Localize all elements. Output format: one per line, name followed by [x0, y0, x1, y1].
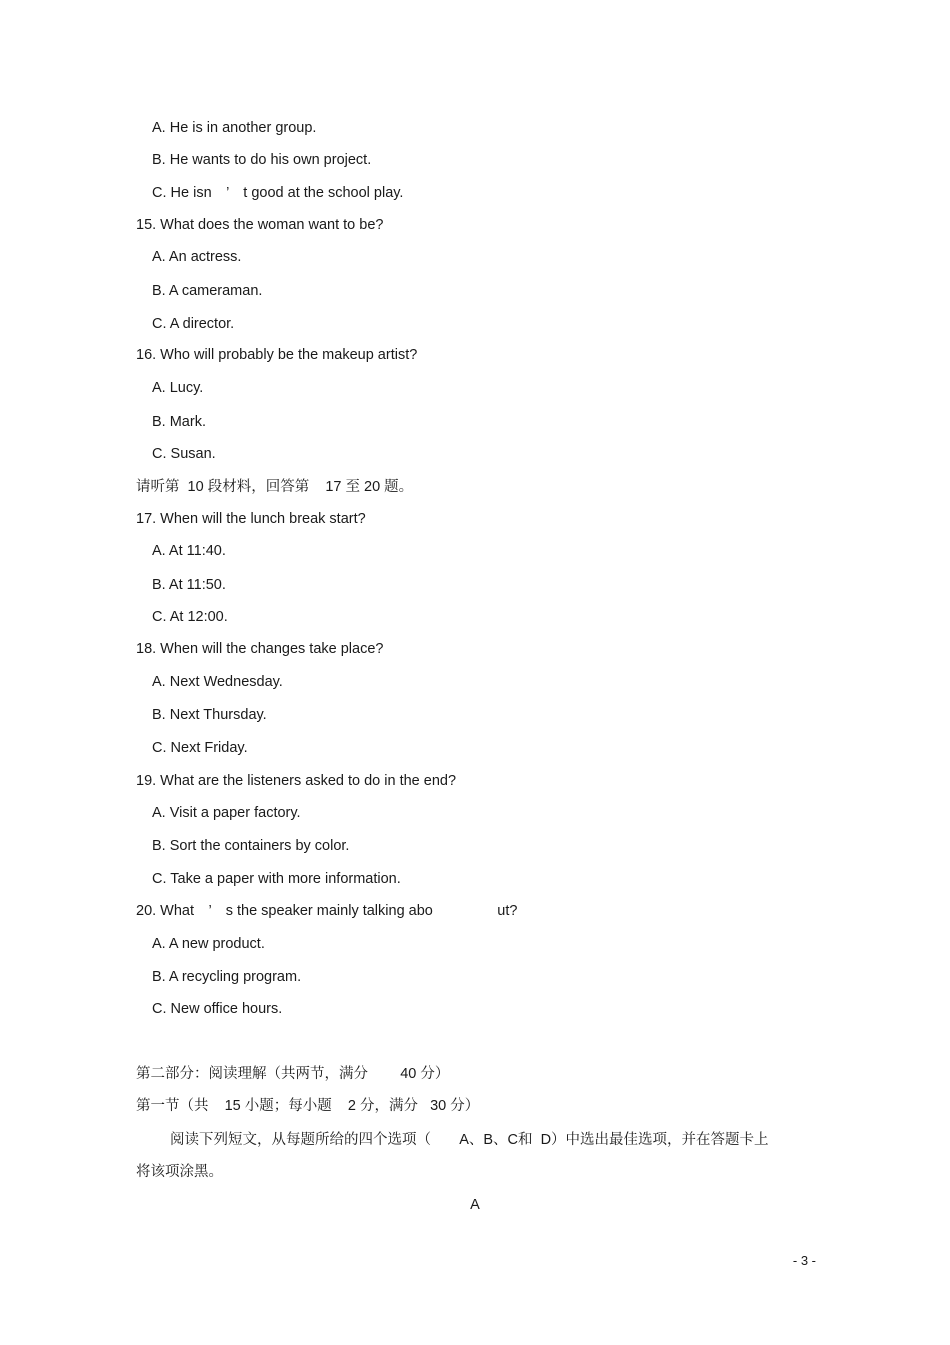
q19-option-a: A. Visit a paper factory.: [152, 805, 301, 821]
q18-option-c: C. Next Friday.: [152, 740, 248, 756]
q16-option-c: C. Susan.: [152, 446, 216, 462]
section1-heading: 第一节（共 15 小题；每小题 2 分，满分 30 分）: [136, 1098, 480, 1114]
part2-heading: 第二部分：阅读理解（共两节，满分 40 分）: [136, 1066, 450, 1082]
q18-question: 18. When will the changes take place?: [136, 641, 384, 657]
q15-question: 15. What does the woman want to be?: [136, 217, 384, 233]
q19-option-b: B. Sort the containers by color.: [152, 838, 350, 854]
q19-question: 19. What are the listeners asked to do in the end?: [136, 773, 457, 789]
q20-option-a: A. A new product.: [152, 936, 265, 952]
q17-question: 17. When will the lunch break start?: [136, 511, 366, 527]
section-note: 请听第 10 段材料，回答第 17 至 20 题。: [136, 479, 414, 495]
q18-option-a: A. Next Wednesday.: [152, 674, 283, 690]
q18-option-b: B. Next Thursday.: [152, 707, 267, 723]
q17-option-b: B. At 11:50.: [152, 577, 226, 593]
q16-question: 16. Who will probably be the makeup artist?: [136, 347, 418, 363]
q15-option-c: C. A director.: [152, 316, 235, 332]
q20-option-c: C. New office hours.: [152, 1001, 283, 1017]
q16-option-a: A. Lucy.: [152, 380, 204, 396]
q20-question: 20. What ’ s the speaker mainly talking abo ut?: [136, 903, 518, 919]
q20-option-b: B. A recycling program.: [152, 969, 302, 985]
q15-option-a: A. An actress.: [152, 249, 242, 265]
instruction-line-1: 阅读下列短文，从每题所给的四个选项（ A、B、C和 D）中选出最佳选项，并在答题卡上: [170, 1132, 769, 1148]
page-number: - 3 -: [792, 1253, 816, 1268]
passage-label: A: [470, 1197, 480, 1213]
q17-option-a: A. At 11:40.: [152, 543, 226, 559]
q19-option-c: C. Take a paper with more information.: [152, 871, 401, 887]
instruction-line-2: 将该项涂黑。: [136, 1164, 223, 1180]
q14-option-a: A. He is in another group.: [152, 120, 317, 136]
q16-option-b: B. Mark.: [152, 414, 206, 430]
q15-option-b: B. A cameraman.: [152, 283, 263, 299]
q14-option-b: B. He wants to do his own project.: [152, 152, 372, 168]
q14-option-c: C. He isn ’ t good at the school play.: [152, 185, 404, 201]
q17-option-c: C. At 12:00.: [152, 609, 228, 625]
